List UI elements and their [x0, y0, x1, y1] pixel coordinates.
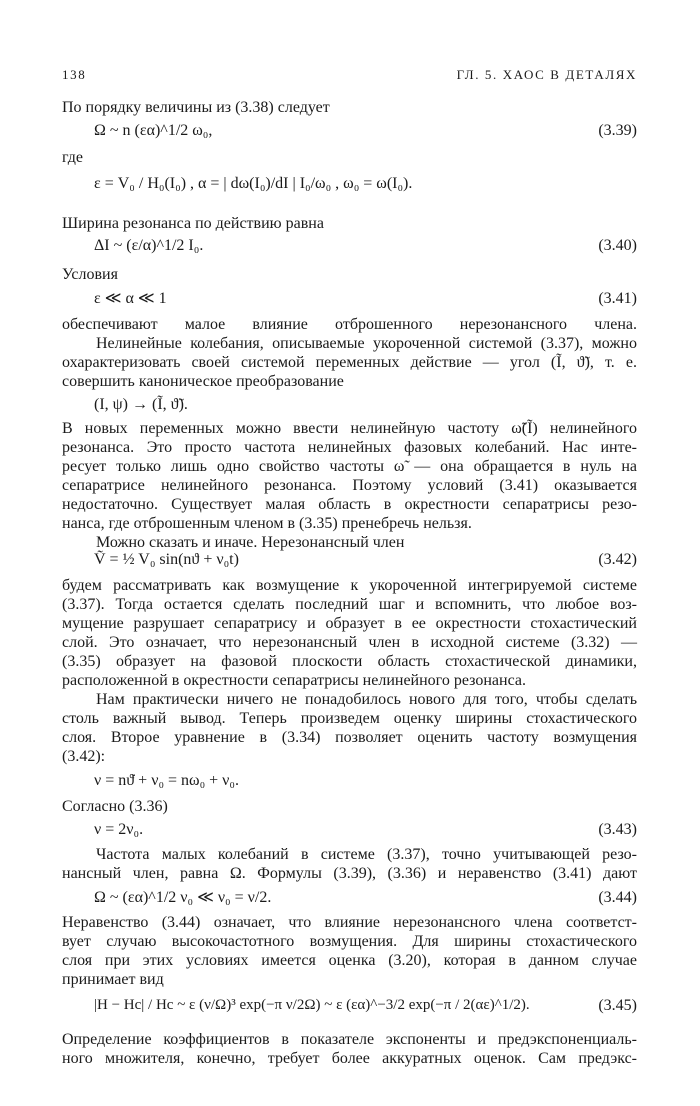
text-line: столь важный вывод. Теперь произведем оценку ширины стохастического: [62, 710, 637, 727]
text-line: Нелинейные колебания, описываемые укороченной системой (3.37), можно: [96, 335, 637, 352]
running-title: ГЛ. 5. ХАОС В ДЕТАЛЯХ: [456, 67, 637, 82]
equation-3-40: ΔI ~ (ε/α)^1/2 I₀.: [94, 237, 204, 254]
text-line: Частота малых колебаний в системе (3.37), точно учитывающей резо-: [96, 846, 637, 863]
text-line: нанса, где отброшенным членом в (3.35) пренебречь нельзя.: [62, 515, 472, 532]
text-line: совершить каноническое преобразование: [62, 373, 344, 390]
text-line: будем рассматривать как возмущение к укороченной интегрируемой системе: [62, 577, 637, 594]
equation-number: (3.43): [598, 821, 637, 838]
text-line: недостаточно. Существует малая область в окрестности сепаратрисы резо-: [62, 496, 637, 513]
equation-definitions: ε = V₀ / H₀(I₀) , α = | dω(I₀)/dI | I₀/ω₀ , ω₀ = ω(I₀).: [94, 175, 413, 192]
text-line: Условия: [62, 266, 118, 283]
text-line: Можно сказать и иначе. Нерезонансный член: [96, 534, 405, 551]
text-line: расположенной в окрестности сепаратрисы нелинейного резонанса.: [62, 672, 526, 689]
text-line: ресует только лишь одно свойство частоты ω̃ — она обращается в нуль на: [62, 458, 637, 475]
text-line: принимает вид: [62, 971, 164, 988]
text-line: (3.37). Тогда остается сделать последний шаг и вспомнить, что любое воз-: [62, 596, 637, 613]
equation-3-41: ε ≪ α ≪ 1: [94, 290, 167, 307]
text-line: ного множителя, конечно, требует более аккуратных оценок. Сам предэкс-: [62, 1050, 637, 1067]
text-line: мущение разрушает сепаратрису и образует в ее окрестности стохастический: [62, 615, 637, 632]
equation-number: (3.40): [598, 237, 637, 254]
text-line: нансный член, равна Ω. Формулы (3.39), (3.36) и неравенство (3.41) дают: [62, 865, 637, 882]
equation-3-39: Ω ~ n (εα)^1/2 ω₀,: [94, 122, 213, 139]
text-line: где: [62, 149, 84, 166]
text-line: Согласно (3.36): [62, 798, 168, 815]
equation-number: (3.39): [598, 122, 637, 139]
text-line: слоя при этих условиях имеется оценка (3.20), которая в данном случае: [62, 952, 637, 969]
page-number: 138: [62, 67, 87, 82]
text-line: (3.35) образует на фазовой плоскости область стохастической динамики,: [62, 653, 637, 670]
text-line: обеспечивают малое влияние отброшенного нерезонансного члена.: [62, 316, 637, 333]
equation-3-42: Ṽ = ½ V₀ sin(nϑ + ν₀t): [94, 551, 239, 568]
equation-frequency: ν = nϑ̇ + ν₀ = nω₀ + ν₀.: [94, 772, 239, 789]
text-line: сепаратрисе нелинейного резонанса. Поэтому условий (3.41) оказывается: [62, 477, 637, 494]
text-line: слой. Это означает, что нерезонансный член в исходной системе (3.32) —: [62, 634, 637, 651]
text-line: резонанса. Это просто частота нелинейных фазовых колебаний. Нас инте-: [62, 439, 637, 456]
text-line: (3.42):: [62, 748, 106, 765]
text-line: Нам практически ничего не понадобилось нового для того, чтобы сделать: [96, 691, 637, 708]
text-line: вует случаю высокочастотного возмущения. Для ширины стохастического: [62, 933, 637, 950]
text-line: Ширина резонанса по действию равна: [62, 215, 324, 232]
text-line: В новых переменных можно ввести нелинейную частоту ω̃(Ĩ) нелинейного: [62, 420, 637, 437]
text-line: охарактеризовать своей системой переменных действие — угол (Ĩ, ϑ̃), т. е.: [62, 354, 637, 371]
equation-3-45: |H − Hc| / Hc ~ ε (ν/Ω)³ exp(−π ν/2Ω) ~ ε (εα)^−3/2 exp(−π / 2(αε)^1/2).: [94, 997, 530, 1013]
equation-3-44: Ω ~ (εα)^1/2 ν₀ ≪ ν₀ = ν/2.: [94, 889, 272, 906]
equation-transform: (I, ψ) → (Ĩ, ϑ̃).: [94, 396, 188, 413]
equation-3-43: ν = 2ν₀.: [94, 821, 144, 838]
text-line: По порядку величины из (3.38) следует: [62, 99, 330, 116]
equation-number: (3.42): [598, 551, 637, 568]
equation-number: (3.45): [598, 997, 637, 1014]
equation-number: (3.44): [598, 889, 637, 906]
text-line: Неравенство (3.44) означает, что влияние нерезонансного члена соответст-: [62, 914, 637, 931]
text-line: Определение коэффициентов в показателе экспоненты и предэкспоненциаль-: [62, 1031, 637, 1048]
equation-number: (3.41): [598, 290, 637, 307]
text-line: слоя. Второе уравнение в (3.34) позволяет оценить частоту возмущения: [62, 729, 637, 746]
